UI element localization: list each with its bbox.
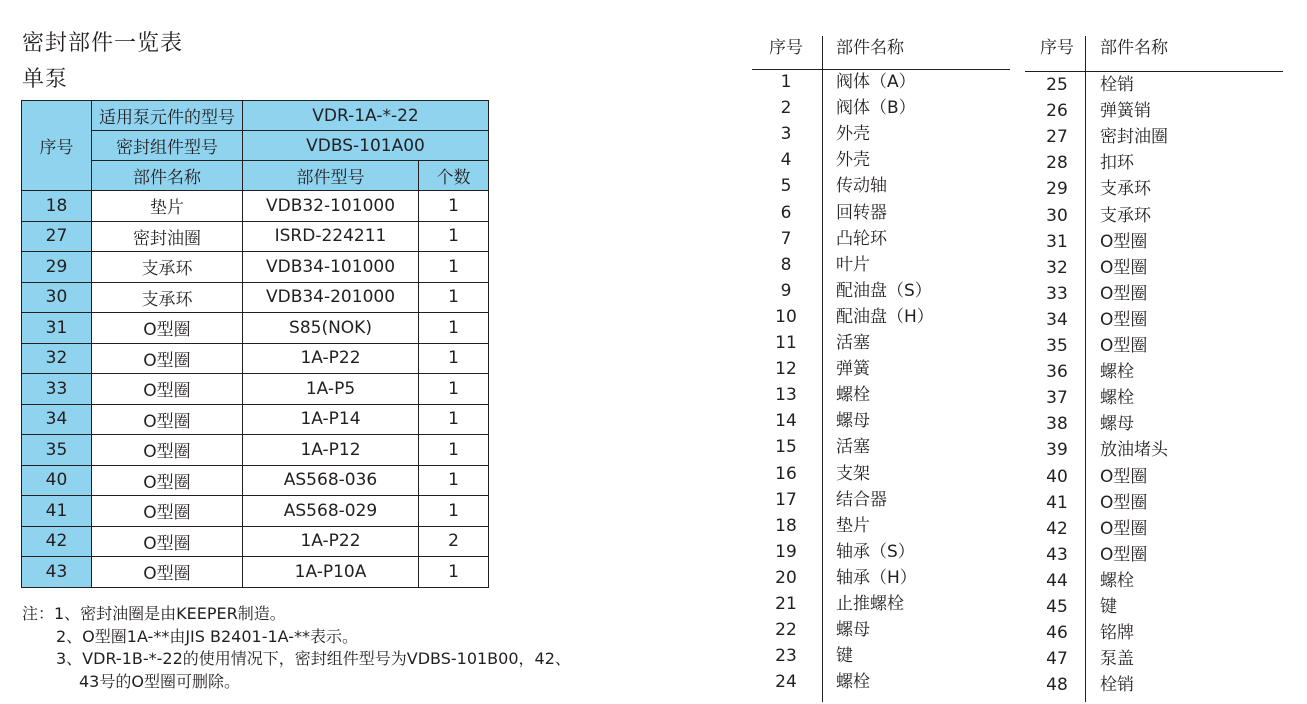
part-name-cell: O型圈 [92, 374, 243, 405]
table-row [22, 465, 489, 496]
table-row [22, 282, 489, 313]
list-item [1025, 412, 1295, 438]
part-model-cell: VDB32-101000 [243, 191, 419, 222]
part-number: 42 [1046, 518, 1068, 539]
list-item [752, 383, 1022, 409]
list-item [1025, 151, 1295, 177]
list-item [752, 279, 1022, 305]
part-name-cell: O型圈 [92, 313, 243, 344]
part-name: 结合器 [836, 489, 887, 510]
part-number: 39 [1046, 440, 1068, 461]
part-name: 螺栓 [836, 672, 870, 693]
part-name: 活塞 [836, 333, 870, 353]
list-item [752, 435, 1022, 461]
list-item [752, 670, 1022, 696]
part-number: 6 [780, 202, 792, 223]
parts-list-header [752, 32, 1010, 68]
qty-cell: 1 [419, 496, 489, 527]
part-name: O型圈 [1100, 283, 1148, 304]
qty-header: 个数 [419, 161, 489, 191]
note-line: 43号的O型圈可删除。 [79, 671, 240, 691]
part-name: 配油盘（H） [836, 306, 934, 327]
part-name-cell: O型圈 [92, 404, 243, 435]
seq-cell: 31 [22, 313, 92, 344]
table-row [22, 221, 489, 252]
part-name: O型圈 [1100, 466, 1148, 487]
part-name-cell: O型圈 [92, 435, 243, 466]
part-number: 37 [1046, 388, 1068, 409]
part-number: 48 [1046, 675, 1068, 696]
part-name: 回转器 [836, 202, 887, 223]
header-row-columns [22, 161, 489, 191]
list-item [1025, 308, 1295, 334]
part-name: O型圈 [1100, 518, 1148, 539]
table-row [22, 252, 489, 283]
seq-header: 序号 [22, 101, 92, 191]
seq-cell: 32 [22, 343, 92, 374]
table-row [22, 496, 489, 527]
part-number: 7 [780, 228, 792, 249]
notes [22, 603, 571, 693]
part-number: 17 [775, 489, 797, 510]
part-name-cell: O型圈 [92, 526, 243, 557]
table-row [22, 557, 489, 588]
part-model-cell: ISRD-224211 [243, 221, 419, 252]
list-item [752, 566, 1022, 592]
page-title: 密封部件一览表 [22, 31, 184, 56]
part-model-cell: 1A-P12 [243, 435, 419, 466]
part-name: 阀体（B） [836, 98, 916, 119]
qty-cell: 1 [419, 435, 489, 466]
qty-cell: 1 [419, 557, 489, 588]
part-number: 25 [1046, 75, 1068, 95]
name-header: 部件名称 [836, 38, 904, 58]
part-number: 31 [1046, 231, 1068, 252]
part-number: 5 [780, 176, 792, 197]
part-number: 26 [1046, 101, 1068, 122]
part-name: O型圈 [1100, 257, 1148, 278]
part-number: 21 [775, 594, 797, 614]
seq-cell: 29 [22, 252, 92, 283]
list-item [752, 253, 1022, 279]
part-name: 栓销 [1100, 675, 1134, 696]
list-item [752, 331, 1022, 357]
seq-header: 序号 [769, 38, 803, 58]
header-divider [1025, 71, 1283, 72]
part-model-cell: VDB34-101000 [243, 252, 419, 283]
parts-list-header [1025, 32, 1283, 68]
list-item [752, 122, 1022, 148]
part-number: 45 [1046, 597, 1068, 617]
part-name: 止推螺栓 [836, 594, 904, 614]
pump-model-label: 适用泵元件的型号 [92, 101, 243, 131]
list-item [1025, 673, 1295, 699]
part-number: 44 [1046, 570, 1068, 591]
part-name: O型圈 [1100, 231, 1148, 252]
seal-kit-table [21, 100, 489, 588]
list-item [752, 488, 1022, 514]
part-number: 24 [775, 672, 797, 693]
list-item [1025, 491, 1295, 517]
part-number: 28 [1046, 153, 1068, 174]
qty-cell: 2 [419, 526, 489, 557]
part-name: 垫片 [836, 515, 870, 536]
column-divider [822, 36, 823, 702]
part-number: 1 [780, 72, 792, 92]
part-name: 传动轴 [836, 176, 887, 197]
part-number: 15 [775, 437, 797, 458]
part-number: 12 [775, 359, 797, 380]
part-name: 外壳 [836, 150, 870, 171]
part-name-cell: 支承环 [92, 252, 243, 283]
part-model-cell: 1A-P5 [243, 374, 419, 405]
part-name: 螺母 [1100, 414, 1134, 435]
part-name-cell: 支承环 [92, 282, 243, 313]
seq-cell: 30 [22, 282, 92, 313]
qty-cell: 1 [419, 191, 489, 222]
part-name-cell: O型圈 [92, 557, 243, 588]
part-number: 30 [1046, 205, 1068, 226]
qty-cell: 1 [419, 252, 489, 283]
part-model-cell: 1A-P22 [243, 526, 419, 557]
seq-cell: 27 [22, 221, 92, 252]
part-name-cell: 垫片 [92, 191, 243, 222]
list-item [1025, 386, 1295, 412]
part-name: 轴承（H） [836, 567, 917, 588]
part-number: 40 [1046, 466, 1068, 487]
part-name: 放油堵头 [1100, 440, 1168, 461]
table-row [22, 526, 489, 557]
part-number: 10 [775, 306, 797, 327]
part-model-cell: AS568-029 [243, 496, 419, 527]
part-model-cell: VDB34-201000 [243, 282, 419, 313]
part-name: 螺栓 [1100, 388, 1134, 409]
seq-cell: 18 [22, 191, 92, 222]
part-name: O型圈 [1100, 336, 1148, 356]
table-row [22, 374, 489, 405]
header-row-pump-model [22, 101, 489, 131]
part-model-cell: 1A-P10A [243, 557, 419, 588]
table-row [22, 343, 489, 374]
part-name-header: 部件名称 [92, 161, 243, 191]
list-item [752, 462, 1022, 488]
seq-cell: 42 [22, 526, 92, 557]
seq-cell: 33 [22, 374, 92, 405]
list-item [1025, 543, 1295, 569]
pump-model-value: VDR-1A-*-22 [243, 101, 489, 131]
list-item [1025, 204, 1295, 230]
list-item [752, 201, 1022, 227]
kit-model-value: VDBS-101A00 [243, 131, 489, 161]
list-item [752, 618, 1022, 644]
part-number: 23 [775, 646, 797, 667]
part-number: 19 [775, 541, 797, 562]
list-item [1025, 438, 1295, 464]
part-number: 36 [1046, 362, 1068, 383]
list-item [1025, 73, 1295, 99]
part-name: 支承环 [1100, 205, 1151, 226]
part-name: 扣环 [1100, 153, 1134, 174]
list-item [1025, 621, 1295, 647]
list-item [752, 644, 1022, 670]
list-item [752, 70, 1022, 96]
part-number: 9 [780, 280, 792, 301]
part-name: 螺栓 [1100, 362, 1134, 383]
part-number: 4 [780, 150, 792, 171]
list-item [1025, 569, 1295, 595]
header-divider [752, 69, 1010, 70]
table-row [22, 435, 489, 466]
part-name-cell: O型圈 [92, 343, 243, 374]
seq-cell: 41 [22, 496, 92, 527]
list-item [1025, 465, 1295, 491]
part-name: 活塞 [836, 437, 870, 458]
part-number: 33 [1046, 283, 1068, 304]
qty-cell: 1 [419, 282, 489, 313]
part-name-cell: 密封油圈 [92, 221, 243, 252]
seq-header: 序号 [1040, 38, 1074, 58]
part-name: O型圈 [1100, 492, 1148, 513]
seq-cell: 34 [22, 404, 92, 435]
part-name: O型圈 [1100, 309, 1148, 330]
part-number: 18 [775, 515, 797, 536]
part-name: 螺栓 [1100, 570, 1134, 591]
qty-cell: 1 [419, 465, 489, 496]
part-name: 叶片 [836, 254, 870, 275]
list-item [752, 357, 1022, 383]
list-item [752, 305, 1022, 331]
list-item [1025, 282, 1295, 308]
table-row [22, 313, 489, 344]
header-row-kit-model [22, 131, 489, 161]
table-row [22, 191, 489, 222]
list-item [1025, 177, 1295, 203]
part-number: 38 [1046, 414, 1068, 435]
part-number: 41 [1046, 492, 1068, 513]
part-model-cell: S85(NOK) [243, 313, 419, 344]
part-model-header: 部件型号 [243, 161, 419, 191]
list-item [1025, 334, 1295, 360]
part-name: 键 [836, 646, 853, 667]
part-model-cell: 1A-P22 [243, 343, 419, 374]
part-number: 2 [780, 98, 792, 119]
part-name: 弹簧 [836, 359, 870, 380]
list-item [752, 227, 1022, 253]
note-line: 2、O型圈1A-**由JIS B2401-1A-**表示。 [56, 626, 359, 646]
part-name: 阀体（A） [836, 72, 916, 92]
list-item [1025, 517, 1295, 543]
list-item [1025, 125, 1295, 151]
part-name: 铭牌 [1100, 623, 1134, 644]
column-divider [1085, 36, 1086, 702]
part-model-cell: AS568-036 [243, 465, 419, 496]
name-header: 部件名称 [1100, 38, 1168, 58]
part-number: 32 [1046, 257, 1068, 278]
part-number: 29 [1046, 179, 1068, 200]
list-item [1025, 595, 1295, 621]
part-number: 35 [1046, 336, 1068, 356]
part-name-cell: O型圈 [92, 465, 243, 496]
part-name: 支架 [836, 463, 870, 484]
list-item [752, 592, 1022, 618]
list-item [752, 174, 1022, 200]
part-name: 配油盘（S） [836, 280, 932, 301]
part-number: 27 [1046, 127, 1068, 148]
part-number: 20 [775, 567, 797, 588]
part-number: 8 [780, 254, 792, 275]
qty-cell: 1 [419, 343, 489, 374]
list-item [752, 409, 1022, 435]
part-name-cell: O型圈 [92, 496, 243, 527]
section-title: 单泵 [22, 67, 69, 92]
part-name: 螺母 [836, 411, 870, 432]
qty-cell: 1 [419, 221, 489, 252]
part-name: 键 [1100, 597, 1117, 617]
list-item [752, 540, 1022, 566]
list-item [1025, 99, 1295, 125]
qty-cell: 1 [419, 313, 489, 344]
part-number: 14 [775, 411, 797, 432]
part-number: 13 [775, 385, 797, 406]
list-item [1025, 256, 1295, 282]
part-number: 43 [1046, 544, 1068, 565]
part-name: 凸轮环 [836, 228, 887, 249]
part-name: O型圈 [1100, 544, 1148, 565]
list-item [1025, 647, 1295, 673]
part-name: 螺母 [836, 620, 870, 641]
qty-cell: 1 [419, 374, 489, 405]
part-name: 支承环 [1100, 179, 1151, 200]
part-name: 栓销 [1100, 75, 1134, 95]
part-model-cell: 1A-P14 [243, 404, 419, 435]
part-name: 泵盖 [1100, 649, 1134, 670]
part-name: 密封油圈 [1100, 127, 1168, 148]
part-name: 螺栓 [836, 385, 870, 406]
list-item [752, 514, 1022, 540]
seq-cell: 35 [22, 435, 92, 466]
table-row [22, 404, 489, 435]
note-line: 注：1、密封油圈是由KEEPER制造。 [22, 604, 286, 623]
part-name: 弹簧销 [1100, 101, 1151, 122]
part-number: 47 [1046, 649, 1068, 670]
note-line: 3、VDR-1B-*-22的使用情况下，密封组件型号为VDBS-101B00，42、 [56, 649, 571, 668]
qty-cell: 1 [419, 404, 489, 435]
part-number: 16 [775, 463, 797, 484]
part-number: 11 [775, 333, 797, 353]
kit-model-label: 密封组件型号 [92, 131, 243, 161]
part-number: 34 [1046, 309, 1068, 330]
list-item [1025, 230, 1295, 256]
part-number: 3 [780, 124, 792, 145]
list-item [1025, 360, 1295, 386]
part-name: 轴承（S） [836, 541, 915, 562]
seq-cell: 40 [22, 465, 92, 496]
part-number: 46 [1046, 623, 1068, 644]
part-number: 22 [775, 620, 797, 641]
list-item [752, 148, 1022, 174]
seq-cell: 43 [22, 557, 92, 588]
part-name: 外壳 [836, 124, 870, 145]
list-item [752, 96, 1022, 122]
